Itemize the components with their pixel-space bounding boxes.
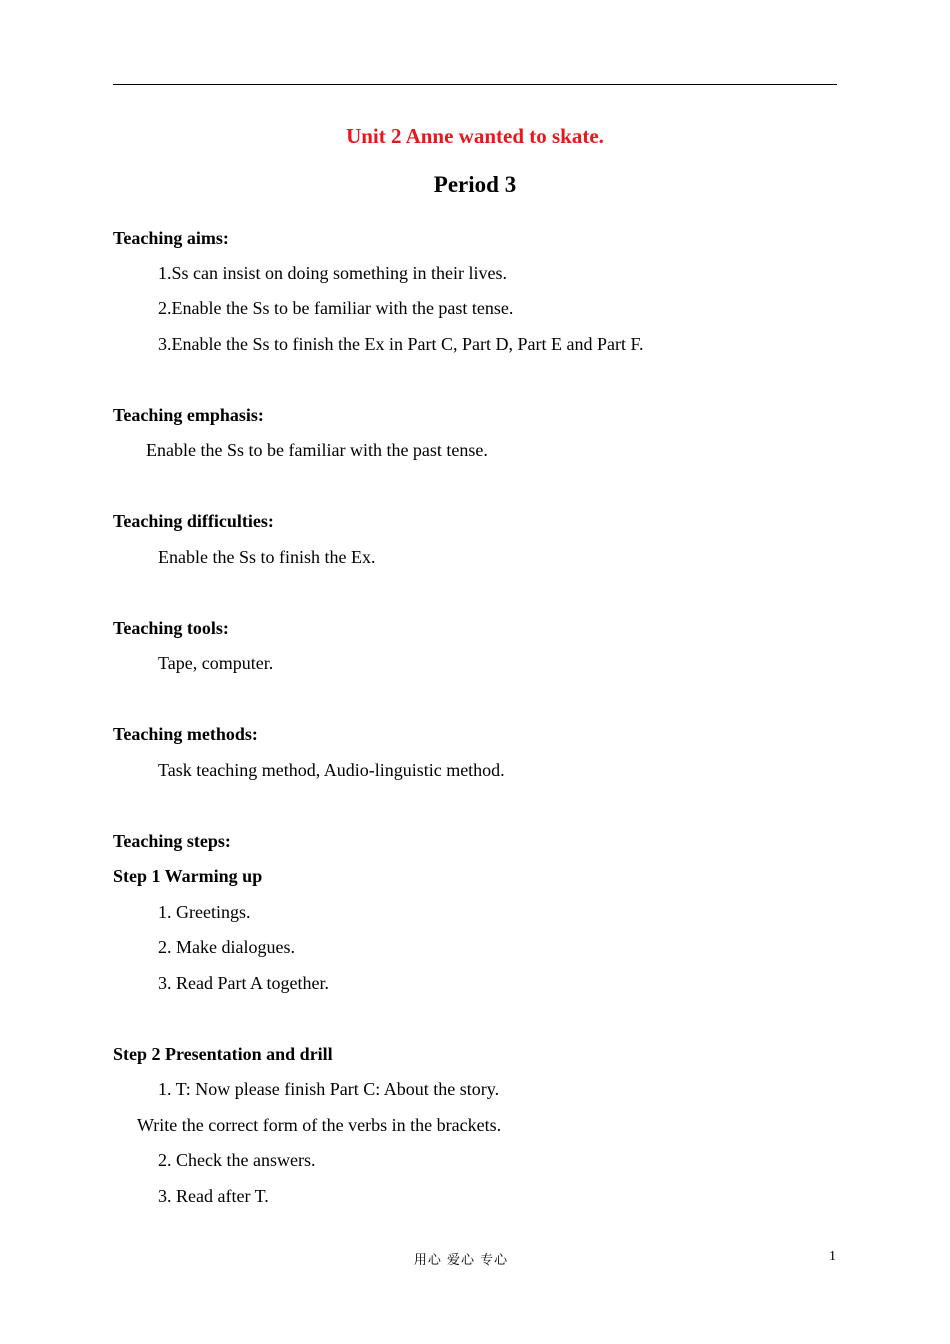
period-title: Period 3 (433, 172, 517, 197)
aims-item: 1.Ss can insist on doing something in their lives. (158, 263, 507, 283)
step2-item-continuation: Write the correct form of the verbs in the brackets. (137, 1115, 502, 1135)
unit-title: Unit 2 Anne wanted to skate. (346, 124, 604, 148)
emphasis-heading: Teaching emphasis: (113, 405, 264, 425)
aims-item: 2.Enable the Ss to be familiar with the past tense. (158, 298, 514, 318)
header-rule (113, 84, 837, 85)
aims-item: 3.Enable the Ss to finish the Ex in Part C, Part D, Part E and Part F. (158, 334, 644, 354)
emphasis-text: Enable the Ss to be familiar with the past tense. (146, 440, 488, 460)
tools-heading: Teaching tools: (113, 618, 229, 638)
page-number: 1 (829, 1249, 836, 1264)
step2-item: 3. Read after T. (158, 1186, 269, 1206)
step2-title: Step 2 Presentation and drill (113, 1044, 333, 1064)
step2-item: 1. T: Now please finish Part C: About the story. (158, 1079, 500, 1099)
aims-heading: Teaching aims: (113, 228, 229, 248)
methods-heading: Teaching methods: (113, 724, 258, 744)
difficulties-text: Enable the Ss to finish the Ex. (158, 547, 376, 567)
tools-text: Tape, computer. (158, 653, 274, 673)
step1-item: 3. Read Part A together. (158, 973, 329, 993)
step1-item: 1. Greetings. (158, 902, 251, 922)
methods-text: Task teaching method, Audio-linguistic method. (158, 760, 505, 780)
step1-item: 2. Make dialogues. (158, 937, 295, 957)
steps-heading: Teaching steps: (113, 831, 231, 851)
footer-motto: 用心 爱心 专心 (413, 1253, 509, 1268)
step2-item: 2. Check the answers. (158, 1150, 316, 1170)
step1-title: Step 1 Warming up (113, 866, 263, 886)
difficulties-heading: Teaching difficulties: (113, 511, 274, 531)
